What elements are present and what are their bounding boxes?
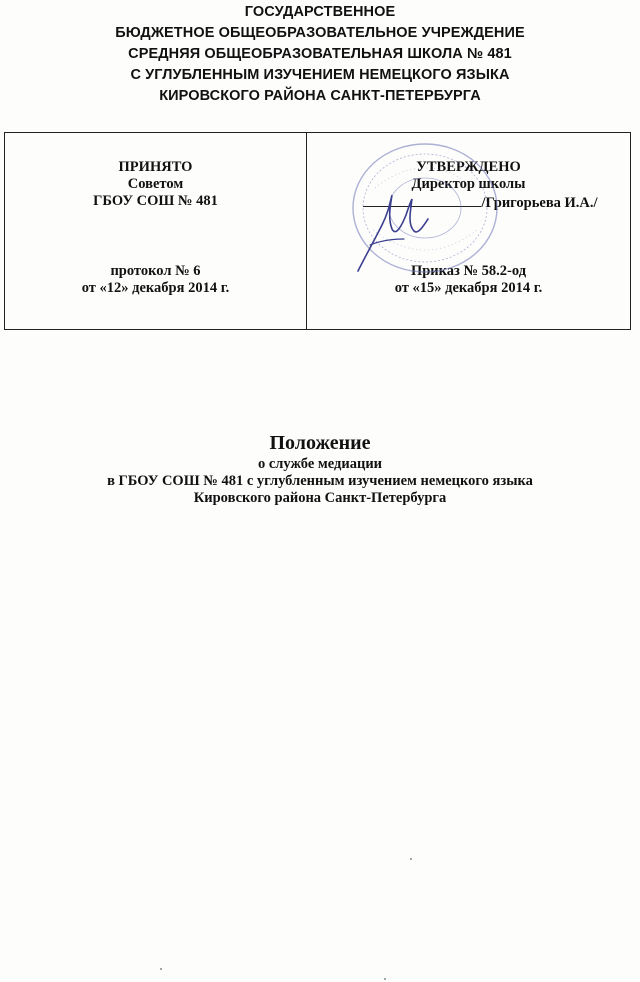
accepted-org: ГБОУ СОШ № 481 [93, 193, 218, 209]
director-name: /Григорьева И.А./ [481, 195, 598, 211]
order-number: Приказ № 58.2-од [410, 263, 527, 279]
scan-speck [410, 858, 412, 860]
approval-table [4, 132, 631, 330]
header-line-5: КИРОВСКОГО РАЙОНА САНКТ-ПЕТЕРБУРГА [159, 88, 481, 104]
accepted-heading: ПРИНЯТО [118, 159, 193, 175]
header-line-3: СРЕДНЯЯ ОБЩЕОБРАЗОВАТЕЛЬНАЯ ШКОЛА № 481 [128, 46, 512, 62]
scan-speck [384, 978, 386, 980]
header-line-2: БЮДЖЕТНОЕ ОБЩЕОБРАЗОВАТЕЛЬНОЕ УЧРЕЖДЕНИЕ [115, 25, 525, 41]
subtitle-line-3: Кировского района Санкт-Петербурга [193, 490, 447, 506]
protocol-number: протокол № 6 [110, 263, 201, 279]
approved-heading: УТВЕРЖДЕНО [416, 159, 521, 175]
subtitle-line-1: о службе медиации [257, 456, 383, 472]
subtitle-line-2: в ГБОУ СОШ № 481 с углубленным изучением немецкого языка [107, 473, 533, 489]
document-title-block [0, 430, 640, 507]
order-date: от «15» декабря 2014 г. [394, 280, 543, 296]
institution-header [0, 2, 640, 107]
scan-speck [160, 968, 162, 970]
header-line-4: С УГЛУБЛЕННЫМ ИЗУЧЕНИЕМ НЕМЕЦКОГО ЯЗЫКА [130, 67, 510, 83]
accepted-cell [5, 133, 306, 329]
accepted-body: Советом [127, 176, 184, 192]
header-line-1: ГОСУДАРСТВЕННОЕ [244, 4, 396, 20]
director-signature [352, 185, 432, 275]
protocol-date: от «12» декабря 2014 г. [81, 280, 230, 296]
document-title: Положение [269, 432, 371, 454]
director-position: Директор школы [411, 176, 526, 192]
